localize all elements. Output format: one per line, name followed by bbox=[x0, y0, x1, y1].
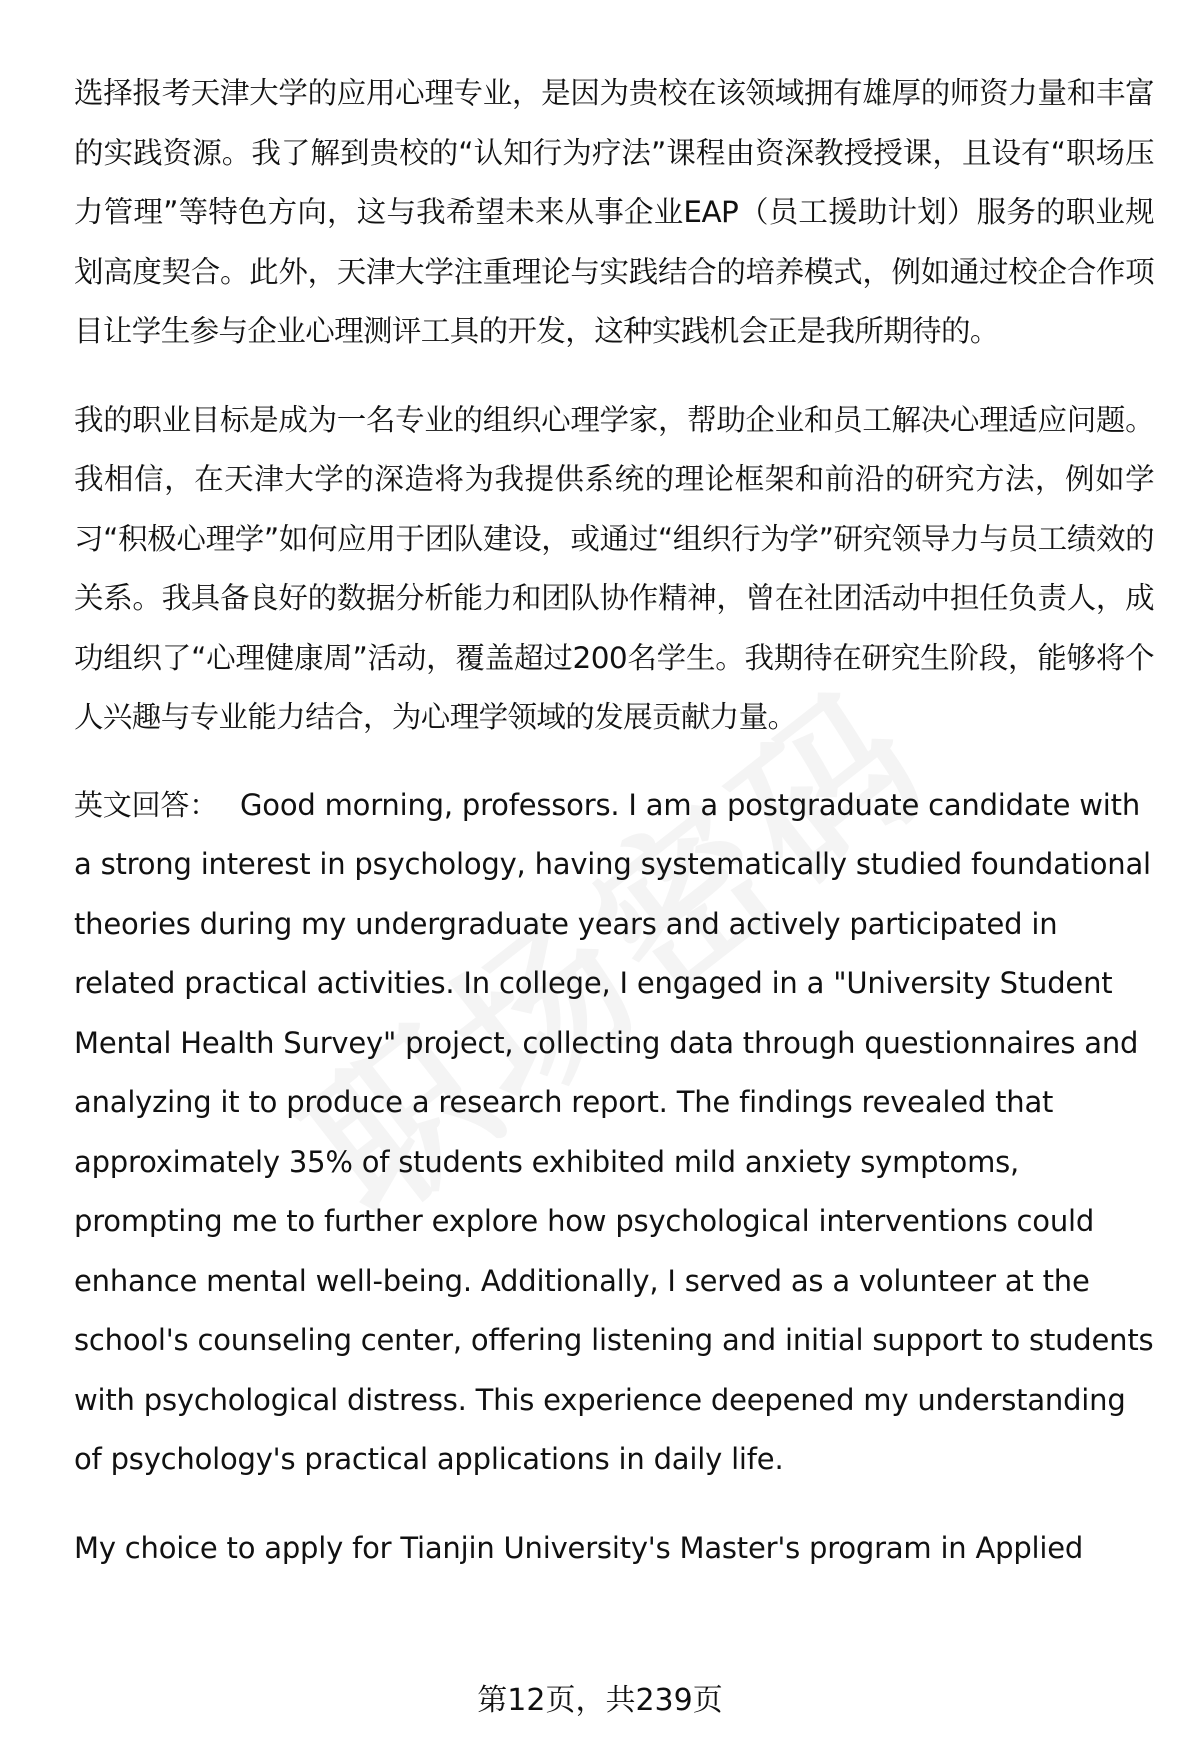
paragraph-school-choice-en: My choice to apply for Tianjin University's Master's program in Applied bbox=[74, 1530, 1084, 1565]
document-body bbox=[74, 64, 1154, 1578]
page-number: 第12页，共239页 bbox=[477, 1683, 723, 1718]
paragraph-school-choice-zh: 选择报考天津大学的应用心理专业，是因为贵校在该领域拥有雄厚的师资力量和丰富的实践资源。我了解到贵校的“认知行为疗法”课程由资深教授授课，且设有“职场压力管理”等特色方向，这与我希望未来从事企业EAP（员工援助计划）服务的职业规划高度契合。此外，天津大学注重理论与实践结合的培养模式，例如通过校企合作项目让学生参与企业心理测评工具的开发，这种实践机会正是我所期待的。 bbox=[74, 76, 1154, 348]
paragraph-career-goal-zh: 我的职业目标是成为一名专业的组织心理学家，帮助企业和员工解决心理适应问题。我相信，在天津大学的深造将为我提供系统的理论框架和前沿的研究方法，例如学习“积极心理学”如何应用于团队建设，或通过“组织行为学”研究领导力与员工绩效的关系。我具备良好的数据分析能力和团队协作精神，曾在社团活动中担任负责人，成功组织了“心理健康周”活动，覆盖超过200名学生。我期待在研究生阶段，能够将个人兴趣与专业能力结合，为心理学领域的发展贡献力量。 bbox=[74, 402, 1154, 734]
paragraph-english-answer bbox=[74, 776, 1154, 1490]
english-answer-label: 英文回答： bbox=[74, 787, 219, 822]
english-answer-text: Good morning, professors. I am a postgraduate candidate with a strong interest in psychology, having systematically studied foundational theories during my undergraduate years and actively participated in related practical activities. In college, I engaged in a "University Student Mental Health Survey" project, collecting data through questionnaires and analyzing it to produce a research report. The findings revealed that approximately 35% of students exhibited mild anxiety symptoms, prompting me to further explore how psychological interventions could enhance mental well-being. Additionally, I served as a volunteer at the school's counseling center, offering listening and initial support to students with psychological distress. This experience deepened my understanding of psychology's practical applications in daily life. bbox=[74, 787, 1154, 1476]
